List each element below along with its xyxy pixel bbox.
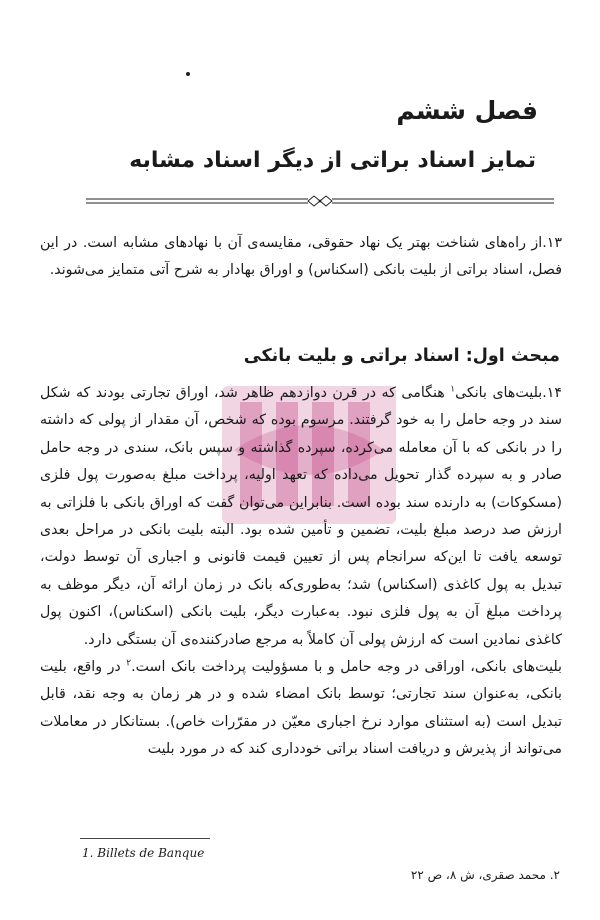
paragraph-lead: بلیت‌های بانکی [455, 385, 543, 401]
footnote-ref[interactable]: ۲ [126, 658, 132, 669]
section-title: تمایز اسناد براتی از دیگر اسناد مشابه [129, 148, 536, 173]
ornamental-divider [86, 194, 554, 208]
footnote-separator [80, 838, 210, 839]
paragraph-text: بلیت‌های بانکی، اوراقی در وجه حامل و با مسؤولیت پرداخت بانک است. [131, 659, 562, 676]
paragraph-15 [40, 654, 562, 764]
intro-paragraph [40, 230, 562, 285]
paragraph-number: ۱۴. [542, 385, 562, 401]
footnote-ref[interactable]: ۱ [450, 384, 456, 395]
footnote-1: 1. Billets de Banque [82, 846, 205, 860]
paragraph-text: هنگامی که در قرن دوازدهم ظاهر شد، اوراق تجارتی بودند که شکل سند در وجه حامل را به خود گرفتند. مرسوم بوده که شخص، آن مقدار از پولی که داشته را در بانکی که با آن معامله می‌کرده، سپرده گذاشته و سپس بانک، سندی در وجه حامل صادر و به سپرده گذار تحویل می‌داده که تعهد اولیه، پرداخت مبلغ به‌صورت پول فلزی (مسکوکات) به دارنده سند بوده است. بنابراین می‌توان گفت که اوراق بانکی با فلزاتی به ارزش صد درصد مبلغ بلیت، تضمین و تأمین شده بود. البته بلیت بانکی در مراحل بعدی توسعه یافت تا این‌که سرانجام پس از تعیین قیمت قانونی و اجباری آن توسط دولت، تبدیل به پول کاغذی (اسکناس) شد؛ به‌طوری‌که بانک در زمان ارائه آن، دیگر موظف به پرداخت مبلغ آن به پول فلزی نبود. به‌عبارت دیگر، بلیت بانکی (اسکناس)، اکنون پول کاغذی نمادین است که ارزش پولی آن کاملاً به مرجع صادرکننده‌ی آن بستگی دارد. [40, 385, 562, 648]
paragraph-text: از راه‌های شناخت بهتر یک نهاد حقوقی، مقایسه‌ی آن با نهادهای مشابه است. در این فصل، اسناد براتی از بلیت بانکی (اسکناس) و اوراق بهادار به شرح آتی متمایز می‌شوند. [40, 235, 562, 279]
subsection-heading: مبحث اول: اسناد براتی و بلیت بانکی [243, 346, 560, 366]
chapter-title: فصل ششم [396, 96, 538, 125]
page-speck [186, 72, 190, 76]
main-content [40, 380, 562, 764]
footnote-2: ۲. محمد صقری، ش ۸، ص ۲۲ [410, 868, 560, 882]
paragraph-14 [40, 380, 562, 654]
paragraph-text: در واقع، بلیت بانکی، به‌عنوان سند تجارتی؛ توسط بانک امضاء شده و در هر زمان به وجه نقد، قابل تبدیل است (به استثنای موارد نرخ اجباری معیّن در مقرّرات خاص). بستانکار در معاملات می‌تواند از پذیرش و دریافت اسناد براتی خودداری کند که در مورد بلیت [40, 659, 562, 758]
paragraph-number: ۱۳. [542, 235, 562, 251]
